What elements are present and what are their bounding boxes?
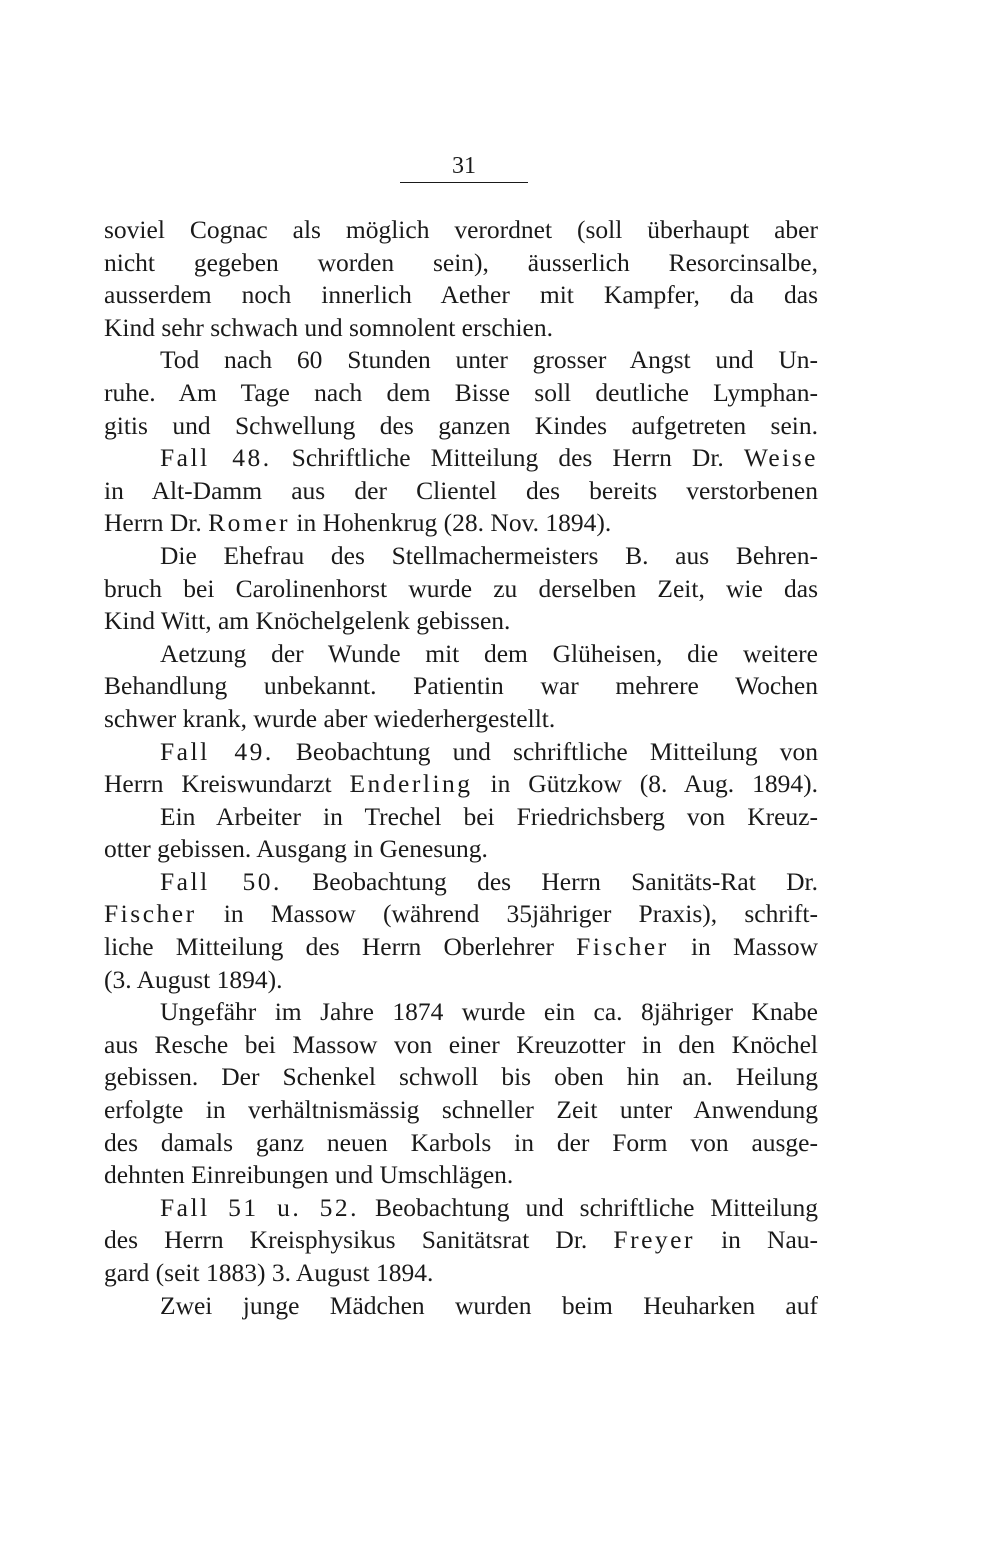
text-line: in Alt-Damm aus der Clientel des bereits verstorbenen: [104, 475, 818, 505]
text-line: [104, 931, 818, 964]
text-line: Die Ehefrau des Stellmachermeisters B. aus Behren-: [160, 540, 818, 570]
text-line: Tod nach 60 Stunden unter grosser Angst und Un-: [160, 345, 818, 375]
text-span: Herrn Dr.: [104, 508, 209, 538]
text-line: [104, 898, 818, 931]
text-line: ruhe. Am Tage nach dem Bisse soll deutliche Lymphan-: [104, 377, 818, 407]
person-name: Weise: [743, 443, 818, 473]
text-line: nicht gegeben worden sein), äusserlich Resorcinsalbe,: [104, 247, 818, 277]
person-name: Romer: [208, 508, 290, 538]
text-line: schwer krank, wurde aber wiederhergestellt.: [104, 703, 556, 733]
text-line: [104, 1224, 818, 1257]
text-span: Herrn Kreiswundarzt: [104, 769, 350, 799]
text-line: Aetzung der Wunde mit dem Glüheisen, die weitere: [160, 638, 818, 668]
text-line: dehnten Einreibungen und Umschlägen.: [104, 1160, 514, 1190]
case-label: Fall 48.: [160, 443, 272, 473]
text-span: Beobachtung und schriftliche Mitteilung von: [273, 736, 818, 766]
text-line: bruch bei Carolinenhorst wurde zu derselben Zeit, wie das: [104, 573, 818, 603]
text-span: Beobachtung und schriftliche Mitteilung: [359, 1192, 818, 1222]
text-line: ausserdem noch innerlich Aether mit Kampfer, da das: [104, 280, 818, 310]
text-span: Beobachtung des Herrn Sanitäts-Rat Dr.: [281, 866, 819, 896]
text-line: des damals ganz neuen Karbols in der Form von ausge-: [104, 1127, 818, 1157]
case-heading-line: [104, 1192, 818, 1225]
page-number: 31: [452, 153, 476, 179]
case-heading-line: [104, 866, 818, 899]
text-line: aus Resche bei Massow von einer Kreuzotter in den Knöchel: [104, 1029, 818, 1059]
text-line: soviel Cognac als möglich verordnet (soll überhaupt aber: [104, 215, 818, 244]
text-span: liche Mitteilung des Herrn Oberlehrer: [104, 932, 577, 962]
text-line: gard (seit 1883) 3. August 1894.: [104, 1258, 434, 1287]
body-text: [104, 214, 818, 1322]
person-name: Fischer: [576, 932, 669, 962]
text-line: otter gebissen. Ausgang in Genesung.: [104, 834, 488, 864]
person-name: Enderling: [349, 769, 473, 799]
case-label: Fall 49.: [160, 736, 274, 766]
case-heading-line: [104, 736, 818, 769]
case-heading-line: [104, 442, 818, 475]
text-line: erfolgte in verhältnismässig schneller Zeit unter Anwendung: [104, 1095, 818, 1125]
text-span: in Nau-: [694, 1225, 819, 1255]
text-line: Ein Arbeiter in Trechel bei Friedrichsberg von Kreuz-: [160, 801, 818, 831]
page-number-rule: [400, 182, 528, 183]
text-line: Behandlung unbekannt. Patientin war mehrere Wochen: [104, 671, 818, 701]
text-span: in Massow (während 35jähriger Praxis), schrift-: [196, 899, 818, 929]
text-line: Kind sehr schwach und somnolent erschien.: [104, 312, 553, 342]
text-line: Kind Witt, am Knöchelgelenk gebissen.: [104, 606, 511, 636]
text-line: Zwei junge Mädchen wurden beim Heuharken auf: [160, 1290, 818, 1320]
person-name: Freyer: [613, 1225, 695, 1255]
text-line: gitis und Schwellung des ganzen Kindes aufgetreten sein.: [104, 410, 818, 440]
text-line: [104, 768, 818, 801]
text-line: [104, 507, 818, 540]
text-span: in Massow: [668, 932, 819, 962]
person-name: Fischer: [104, 899, 197, 929]
case-label: Fall 51 u. 52.: [160, 1192, 360, 1222]
text-span: Schriftliche Mitteilung des Herrn Dr.: [271, 443, 744, 473]
case-label: Fall 50.: [160, 866, 282, 896]
text-line: (3. August 1894).: [104, 964, 283, 994]
text-span: des Herrn Kreisphysikus Sanitätsrat Dr.: [104, 1225, 614, 1255]
text-line: gebissen. Der Schenkel schwoll bis oben hin an. Heilung: [104, 1062, 818, 1092]
text-span: in Hohenkrug (28. Nov. 1894).: [290, 508, 612, 538]
text-line: Ungefähr im Jahre 1874 wurde ein ca. 8jähriger Knabe: [160, 997, 818, 1027]
text-span: in Gützkow (8. Aug. 1894).: [472, 769, 818, 799]
